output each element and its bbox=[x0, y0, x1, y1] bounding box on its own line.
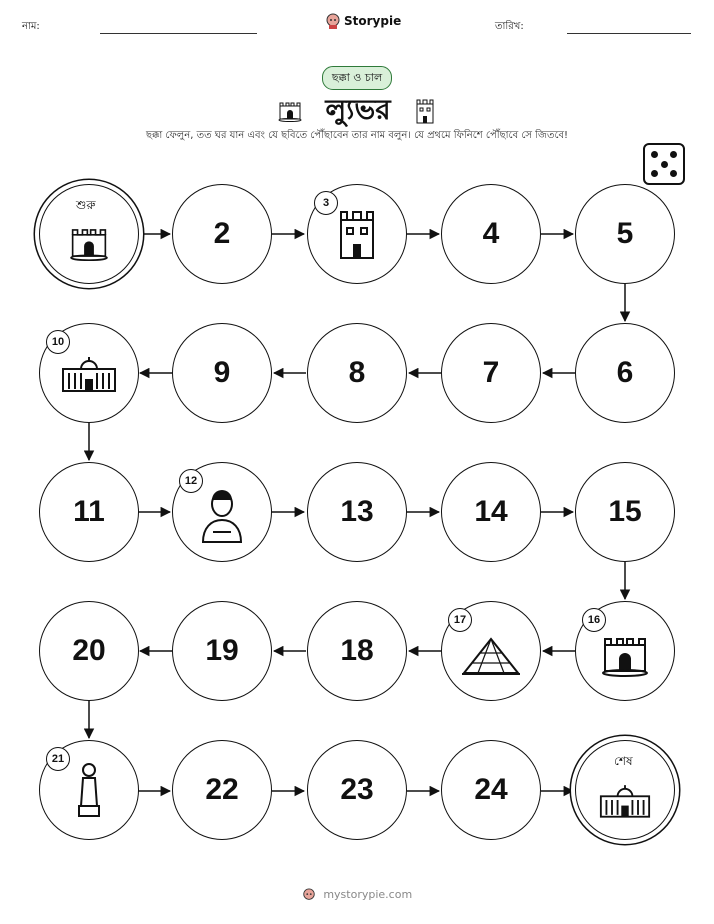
cell-10[interactable] bbox=[39, 323, 139, 423]
statue-icon bbox=[75, 762, 103, 818]
cell-badge: 16 bbox=[582, 608, 606, 632]
cell-badge: 21 bbox=[46, 747, 70, 771]
name-label: নাম: bbox=[22, 21, 40, 32]
title-text: ল্যুভর bbox=[325, 93, 391, 126]
cell-number: 23 bbox=[340, 773, 374, 806]
end-cell[interactable] bbox=[575, 740, 675, 840]
cell-24[interactable] bbox=[441, 740, 541, 840]
cell-3[interactable] bbox=[307, 184, 407, 284]
cell-22[interactable] bbox=[172, 740, 272, 840]
castle-icon bbox=[601, 633, 649, 677]
portrait-icon bbox=[199, 488, 245, 544]
cell-16[interactable] bbox=[575, 601, 675, 701]
cell-21[interactable] bbox=[39, 740, 139, 840]
cell-number: 9 bbox=[213, 356, 231, 389]
cell-badge: 10 bbox=[46, 330, 70, 354]
game-type-pill: ছক্কা ও চাল bbox=[322, 66, 392, 90]
date-label: তারিখ: bbox=[495, 21, 524, 32]
cell-13[interactable] bbox=[307, 462, 407, 562]
cell-6[interactable] bbox=[575, 323, 675, 423]
footer-url[interactable]: mystorypie.com bbox=[323, 888, 413, 901]
cell-19[interactable] bbox=[172, 601, 272, 701]
castle-icon bbox=[67, 225, 111, 261]
cell-number: 19 bbox=[205, 634, 239, 667]
cell-number: 5 bbox=[616, 217, 634, 250]
cell-badge: 12 bbox=[179, 469, 203, 493]
cell-17[interactable] bbox=[441, 601, 541, 701]
footer bbox=[0, 888, 714, 902]
mascot-icon bbox=[302, 888, 316, 902]
cell-20[interactable] bbox=[39, 601, 139, 701]
cell-number: 7 bbox=[482, 356, 500, 389]
cell-number: 13 bbox=[340, 495, 374, 528]
cell-number: 18 bbox=[340, 634, 374, 667]
cell-18[interactable] bbox=[307, 601, 407, 701]
cell-number: 4 bbox=[482, 217, 500, 250]
cell-badge: 17 bbox=[448, 608, 472, 632]
cell-number: 8 bbox=[348, 356, 366, 389]
brand-name: Storypie bbox=[344, 14, 402, 28]
instructions: ছক্কা ফেলুন, তত ঘর যান এবং যে ছবিতে পৌঁছাবেন তার নাম বলুন। যে প্রথমে ফিনিশে পৌঁছাবে সে জিতবে! bbox=[145, 130, 569, 141]
cell-4[interactable] bbox=[441, 184, 541, 284]
cell-number: 2 bbox=[213, 217, 231, 250]
cell-15[interactable] bbox=[575, 462, 675, 562]
cell-5[interactable] bbox=[575, 184, 675, 284]
cell-number: 15 bbox=[608, 495, 642, 528]
cell-number: 6 bbox=[616, 356, 634, 389]
palace-icon bbox=[61, 353, 117, 393]
cell-14[interactable] bbox=[441, 462, 541, 562]
cell-7[interactable] bbox=[441, 323, 541, 423]
cell-badge: 3 bbox=[314, 191, 338, 215]
cell-number: 22 bbox=[205, 773, 239, 806]
cell-number: 14 bbox=[474, 495, 508, 528]
cell-11[interactable] bbox=[39, 462, 139, 562]
start-cell[interactable] bbox=[39, 184, 139, 284]
tower-icon bbox=[335, 208, 379, 260]
cell-8[interactable] bbox=[307, 323, 407, 423]
pyramid-icon bbox=[462, 637, 520, 675]
palace-icon bbox=[599, 781, 651, 819]
start-label: শুরু bbox=[76, 198, 96, 212]
cell-number: 24 bbox=[474, 773, 508, 806]
cell-2[interactable] bbox=[172, 184, 272, 284]
cell-12[interactable] bbox=[172, 462, 272, 562]
cell-9[interactable] bbox=[172, 323, 272, 423]
cell-23[interactable] bbox=[307, 740, 407, 840]
cell-number: 11 bbox=[73, 495, 105, 528]
end-label: শেষ bbox=[614, 754, 633, 768]
cell-number: 20 bbox=[72, 634, 106, 667]
